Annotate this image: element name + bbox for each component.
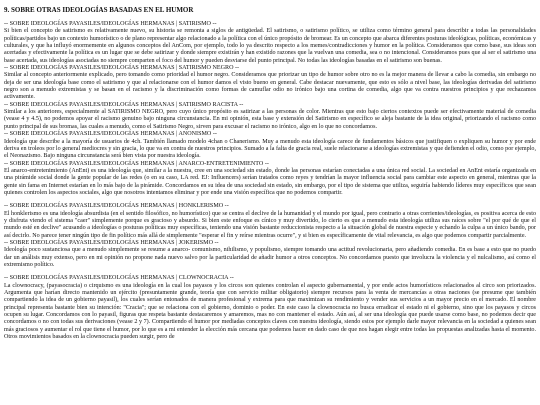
section-heading: -- SOBRE IDEOLOGÍAS PAYASILES/IDEOLOGÍAS HERMANAS | SATIRISMO RACISTA -- bbox=[4, 101, 244, 108]
section-heading: -- SOBRE IDEOLOGÍAS PAYASILES/IDEOLOGÍAS HERMANAS | HONKLERISMO -- bbox=[4, 203, 229, 210]
section-anarco-entretenimiento bbox=[4, 161, 536, 198]
section-jokerismo bbox=[4, 240, 536, 269]
section-honklerismo bbox=[4, 203, 536, 240]
section-heading: -- SOBRE IDEOLOGÍAS PAYASILES/IDEOLOGÍAS HERMANAS | SATIRISMO NEGRO -- bbox=[4, 65, 240, 72]
section-heading: -- SOBRE IDEOLOGÍAS PAYASILES/IDEOLOGÍAS HERMANAS | ANONISMO -- bbox=[4, 131, 217, 138]
section-text: Similar al concepto anteriormente explicado, pero tomando como prioridad el humor negro. Consideramos que priorizar un tipo de humor sobre otro no es la mejor manera de llevar a cabo la comedia, sin embargo no deja de ser una ideología base como el satirismo y que al relacionarse con el humor damos el visto bueno en general. Cabe destacar nuevamente, que esto es sólo a nivel base, las ideologías derivadas del satirismo negro son a menudo extremistas y se basan en el racismo y la discriminación como formas de camuflar odio no irónico bajo una cortina de comedia, algo que va contra nuestros principios y que rechazamos activamente. bbox=[4, 72, 536, 101]
section-text: El anarco-entretenimiento (AnEnt) es una ideología que, similar a la nuestra, cree en una sociedad sin estado, donde las personas estarían conectadas a una única red social. La sociedad en AnEnt estaría organizada en una pirámide social donde la gente popular de las redes (o en su caso, LA red. EJ: Influencers) serían tratados como reyes y tendrían la mayor influencia social para cambiar este aspecto en general, mientras que la gente sin fama en Internet estarían en lo más bajo de la pirámide. Concordamos en su idea de una sociedad sin estado, sin embargo, por el tipo de sistema que utiliza, seguiría habiendo líderes muy específicos que sean quienes controlen los aspectos sociales, algo que nosotros intentamos eliminar y por ende una visión específica que no podemos compartir. bbox=[4, 167, 536, 196]
section-text: Similar a los anteriores, especialmente al SATIRISMO NEGRO, pero cuyo único propósito es satirizar a las personas de color. Mientras que esto bajo ciertos contextos puede ser efectivamente material de comedia (vease 4 y 4.5), no podemos apoyar el racismo genuino bajo ninguna circunstancia. En mi opinión, esta base y extensión del Satirismo en específico se aleja bastante de la idea original, priorizando el racismo como punto principal de sus bromas, las cuales a menudo, como el Satirismo Negro, sirven para excusar el racismo no irónico, algo en lo que no concordamos. bbox=[4, 109, 536, 130]
section-clownocracia bbox=[4, 275, 536, 341]
page-title: 9. SOBRE OTRAS IDEOLOGÍAS BASADAS EN EL HUMOR bbox=[4, 6, 194, 14]
section-satirismo bbox=[4, 21, 536, 65]
section-heading: -- SOBRE IDEOLOGÍAS PAYASILES/IDEOLOGÍAS HERMANAS | CLOWNOCRACIA -- bbox=[4, 275, 234, 282]
section-anonismo bbox=[4, 131, 536, 160]
section-satirismo-negro bbox=[4, 65, 536, 102]
section-text: La clownocracy, (payasocracia) o cirquismo es una ideología en la cual los payasos y los circos son quienes controlan el aspecto gubernamental, y por ende actos humorísticos relacionados al circo son priorizados. Argumenta que harían directo mantenido un ejército (presuntamente grande, teoría que con servicio militar obligatorio) siempre recursos para la venta de mercancías a otras naciones (se presume que también compartiendo la idea de un gobierno payasil), los cuales serían entonados de manera profesional y extrema para que maximizan su rendimiento y vender sus servicios a un mayor precio en el mercado. El nombre principal representa bastante bien su intención: "Cracia"; que se relaciona con el gobierno, dominio o poder. En este caso la clownocracia no busca erradicar el estado ni el gobierno, sino que los payasos y circos ocupen su lugar. Concordamos con lo payasil, figuras que respeta bastante destacaremos y amaremos, mas no con mantener el estado. Aún así, al ser una ideología que puede usarse como base, no podemos decir que concordamos o no con todas sus derivaciones (vease 2 y 7). Compartiendo el humor por mediadas conceptos claves con nuestra ideología, siendo estos por ejemplo darle mayor relevancia en la sociedad a quienes sean más graciosos y aumentar el rol que tiene el humor, por lo que es a mi entender la elección más cercana que podemos hacer en dado caso de que nos hagan elegir entre todas las propuestas analizadas hasta el momento. Otros movimientos basados en la clownocracia pueden surgir, pero de bbox=[4, 282, 536, 341]
section-text: Ideología que describe a la mayoría de usuarios de 4ch. También llamado modelo 4chan o Chanerismo. Muy a menudo esta ideología carece de fundamentos básicos que justifiquen o expliquen su humor y por ende deriva en troleos por lo general mediocres y sin gracia, lo que va en contra de nuestros principios. Sumado a la falta de gracia real, suele relacionarse a ideologías extremistas y que defienden el odio, como por ejemplo, el Neonazismo. Bajo ninguna circunstancia será bien vista por nuestra ideología. bbox=[4, 138, 536, 160]
section-text: Ideología poco sustanciosa que a menudo simplemente se resume a anarco- comunismo, nihilismo, y populismo, siempre tomando una actitud revolucionaria, pero añadiendo comedia. En es base a esto que no puedo dar un análisis muy extenso, pero en mi opinión no propone nada nuevo salvo por la particularidad de añadir humor a otros conceptos. No concordamos puesto que involucra la violencia y el nulcalismo, así como el extremismo político. bbox=[4, 247, 536, 268]
section-heading: -- SOBRE IDEOLOGÍAS PAYASILES/IDEOLOGÍAS HERMANAS | ANARCO-ENTRETENIMIENTO -- bbox=[4, 160, 269, 167]
section-heading: -- SOBRE IDEOLOGÍAS PAYASILES/IDEOLOGÍAS HERMANAS | JOKERISMO -- bbox=[4, 239, 219, 246]
section-satirismo-racista bbox=[4, 102, 536, 131]
section-heading: -- SOBRE IDEOLOGÍAS PAYASILES/IDEOLOGÍAS HERMANAS | SATIRISMO -- bbox=[4, 21, 217, 27]
section-text: Si bien el concepto de satirismo es relativamente nuevo, su historia se remonta a siglos de antigüedad. El satirismo, o satirismo político, se utiliza como término general para describir a todas las personalidades políticas/partidos bajo un contexto humorístico o de plano representar algo relacionado a la política con el único propósito de bromear. Es un concepto que abarca diferentes posturas ideológicas, políticas, económicas y culturales, y que ha influyó enormemente en algunos conceptos del AnCom, por ejemplo, todo lo ya descrito respecto a los memes/contradicciones y humor en la política. Consideramos que como base, sus ideas son acertadas y efectivamente la política es un lugar que se debe satirizar y donde siempre existirán y han existido razones que la vuelvan una comedia, sea o no intencional. Consideramos pues que al ser el satirismo una base acertada, sus ideologías asociadas no siempre comparten el foco del humor y pueden desviarse del punto principal. No todas las ideologías basadas en el satirismo son buenas. bbox=[4, 28, 536, 64]
section-text: El honklerismo es una ideología absurdista (en el sentido filosófico, no humorístico) que se centra el declive de la humanidad y el mundo por igual, pero contrario a otras corrientes/ideologías, es positiva acerca de esto y disfruta viendo el sistema "caer" simplemente porque es gracioso y absurdo. Si bien este enfoque es cínico y muy divertido, lo cierto es que a menudo esta ideología utiliza sus raíces sobre "el por qué de que el mundo esté en declive" acusando a ideologías o posturas políticas muy específicas, teniendo una visión bastante reduccionista respecto a la situación global de nuestra especie y echando la culpa a un único bando, por así decirlo. No parece tener ningún tipo de fin político más allá de simplemente "esperar el fin y reírse mientras ocurre", y si bien es específicamente de vital relevancia, es algo que podemos compartir parcialmente. bbox=[4, 210, 536, 239]
